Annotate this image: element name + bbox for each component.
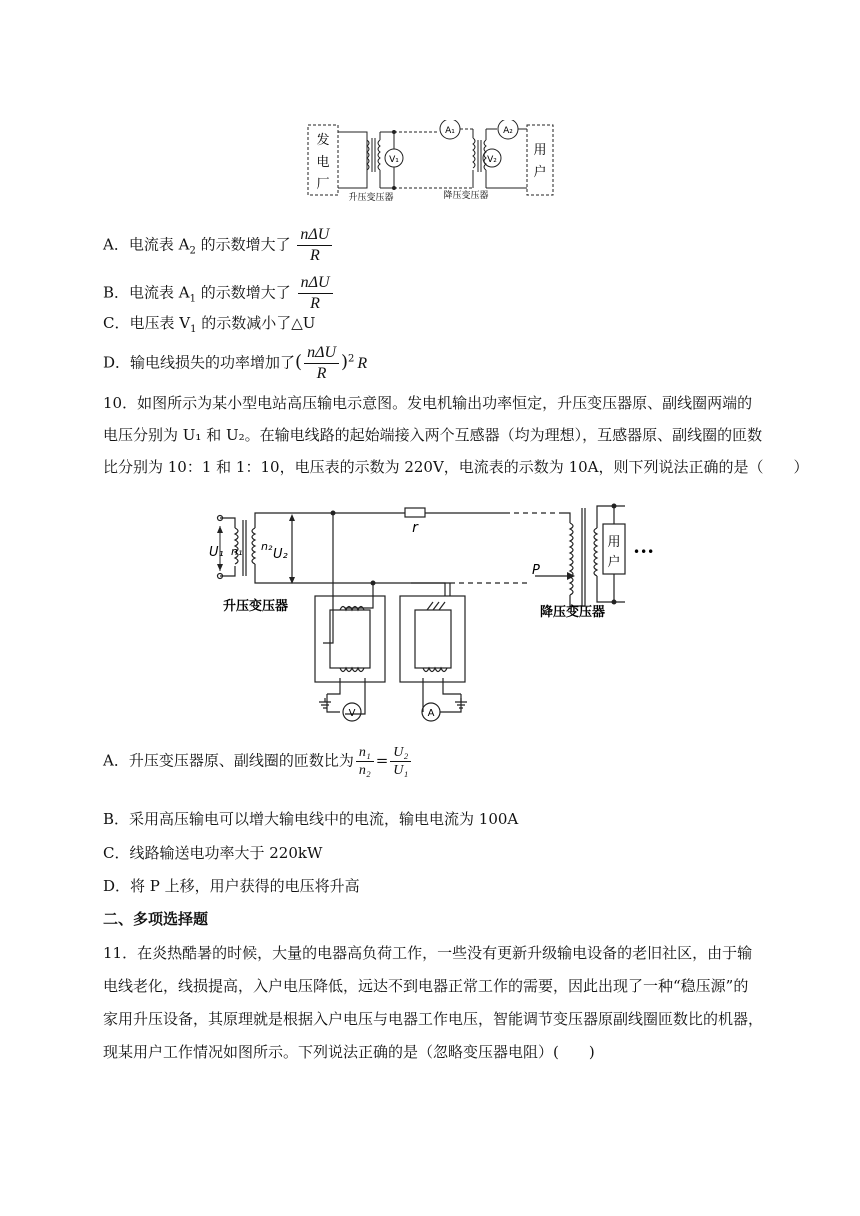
q10-option-b: B．采用高压输电可以增大输电线中的电流，输电电流为 100A (103, 810, 519, 828)
fig-user-char-2: 户 (607, 555, 621, 570)
fig-label-u1: U₁ (209, 545, 224, 560)
meter-v1-label: V₁ (389, 155, 399, 165)
q11-line-2: 电线老化，线损提高，入户电压降低，远达不到电器正常工作的需要，因此出现了一种“稳压源”的 (103, 977, 749, 995)
meter-a2-label: A₂ (503, 126, 513, 136)
fig-voltmeter-label: V (348, 708, 356, 719)
plant-char-2: 电 (316, 155, 330, 170)
q10-option-c: C．线路输送电功率大于 220kW (103, 844, 323, 862)
user-char-2: 户 (533, 165, 547, 180)
q10-option-a: A．升压变压器原、副线圈的匝数比为 $\frac{\text{n₁}}{\text{n₂}}$ = $\frac{\text{U₂}}{\text{U₁}}$ (103, 744, 413, 779)
fig-label-n2: n₂ (261, 540, 273, 553)
fig-step-down-label: 降压变压器 (540, 605, 606, 620)
q9-option-b: B．电流表 $A_1$ 的示数增大了 $\frac{\text{nΔU}}{R}$ (103, 273, 335, 314)
q11-line-3: 家用升压设备，其原理就是根据入户电压与电器工作电压，智能调节变压器原副线圈匝数比的机器， (103, 1010, 764, 1028)
meter-v2-label: V₂ (487, 155, 497, 165)
q9-option-a: A．电流表 $A_2$ 的示数增大了 $\frac{\text{nΔU}}{R}$ (103, 225, 334, 266)
figure-high-voltage-transmission (205, 498, 675, 726)
plant-char-1: 发 (316, 133, 330, 148)
section-heading-multiple-choice: 二、多项选择题 (103, 910, 209, 928)
q11-line-1: 11．在炎热酷暑的时候，大量的电器高负荷工作，一些没有更新升级输电设备的老旧社区，由于输 (103, 944, 753, 962)
fig-ammeter-label: A (427, 708, 435, 719)
figure-transmission-meters (305, 120, 560, 202)
q10-stem-line-1: 10．如图所示为某小型电站高压输电示意图。发电机输出功率恒定，升压变压器原、副线圈两端的 (103, 394, 753, 412)
q11-line-4: 现某用户工作情况如图所示。下列说法正确的是（忽略变压器电阻）( ) (103, 1043, 595, 1061)
fraction-ndeltau-over-r: $\frac{\text{nΔU}}{R}$ (304, 343, 339, 384)
fig-label-p: P (532, 563, 540, 578)
fraction-ndeltau-over-r: $\frac{\text{nΔU}}{R}$ (297, 225, 332, 266)
meter-a1-label: A₁ (445, 126, 455, 136)
step-up-label: 升压变压器 (348, 193, 394, 202)
user-char-1: 用 (533, 143, 547, 158)
q10-option-d: D．将 P 上移，用户获得的电压将升高 (103, 877, 360, 895)
fig-step-up-label: 升压变压器 (223, 599, 289, 614)
fig-label-r: r (412, 520, 418, 536)
fraction-u2-over-u1: $\frac{\text{U₂}}{\text{U₁}}$ (390, 744, 411, 779)
fraction-n1-over-n2: $\frac{\text{n₁}}{\text{n₂}}$ (356, 744, 374, 779)
q9-option-d: D．输电线损失的功率增加了( $\frac{\text{nΔU}}{R}$ )$^2$ R (103, 344, 368, 382)
fig-label-u2: U₂ (273, 547, 288, 562)
fraction-ndeltau-over-r: $\frac{\text{nΔU}}{R}$ (298, 273, 333, 314)
plant-char-3: 厂 (316, 177, 330, 192)
fig-user-char-1: 用 (607, 535, 621, 550)
step-down-label: 降压变压器 (443, 191, 489, 201)
fig-ellipsis: ••• (633, 545, 655, 559)
fig-label-n1: n₁ (231, 545, 243, 558)
q10-stem-line-3: 比分别为 10：1 和 1：10，电压表的示数为 220V，电流表的示数为 10A，则下列说法正确的是（ ） (103, 458, 809, 476)
q9-option-c: C．电压表 $V_1$ 的示数减小了△U (103, 314, 316, 335)
q10-stem-line-2: 电压分别为 U₁ 和 U₂。在输电线路的起始端接入两个互感器（均为理想），互感器原、副线圈的匝数 (103, 426, 763, 444)
